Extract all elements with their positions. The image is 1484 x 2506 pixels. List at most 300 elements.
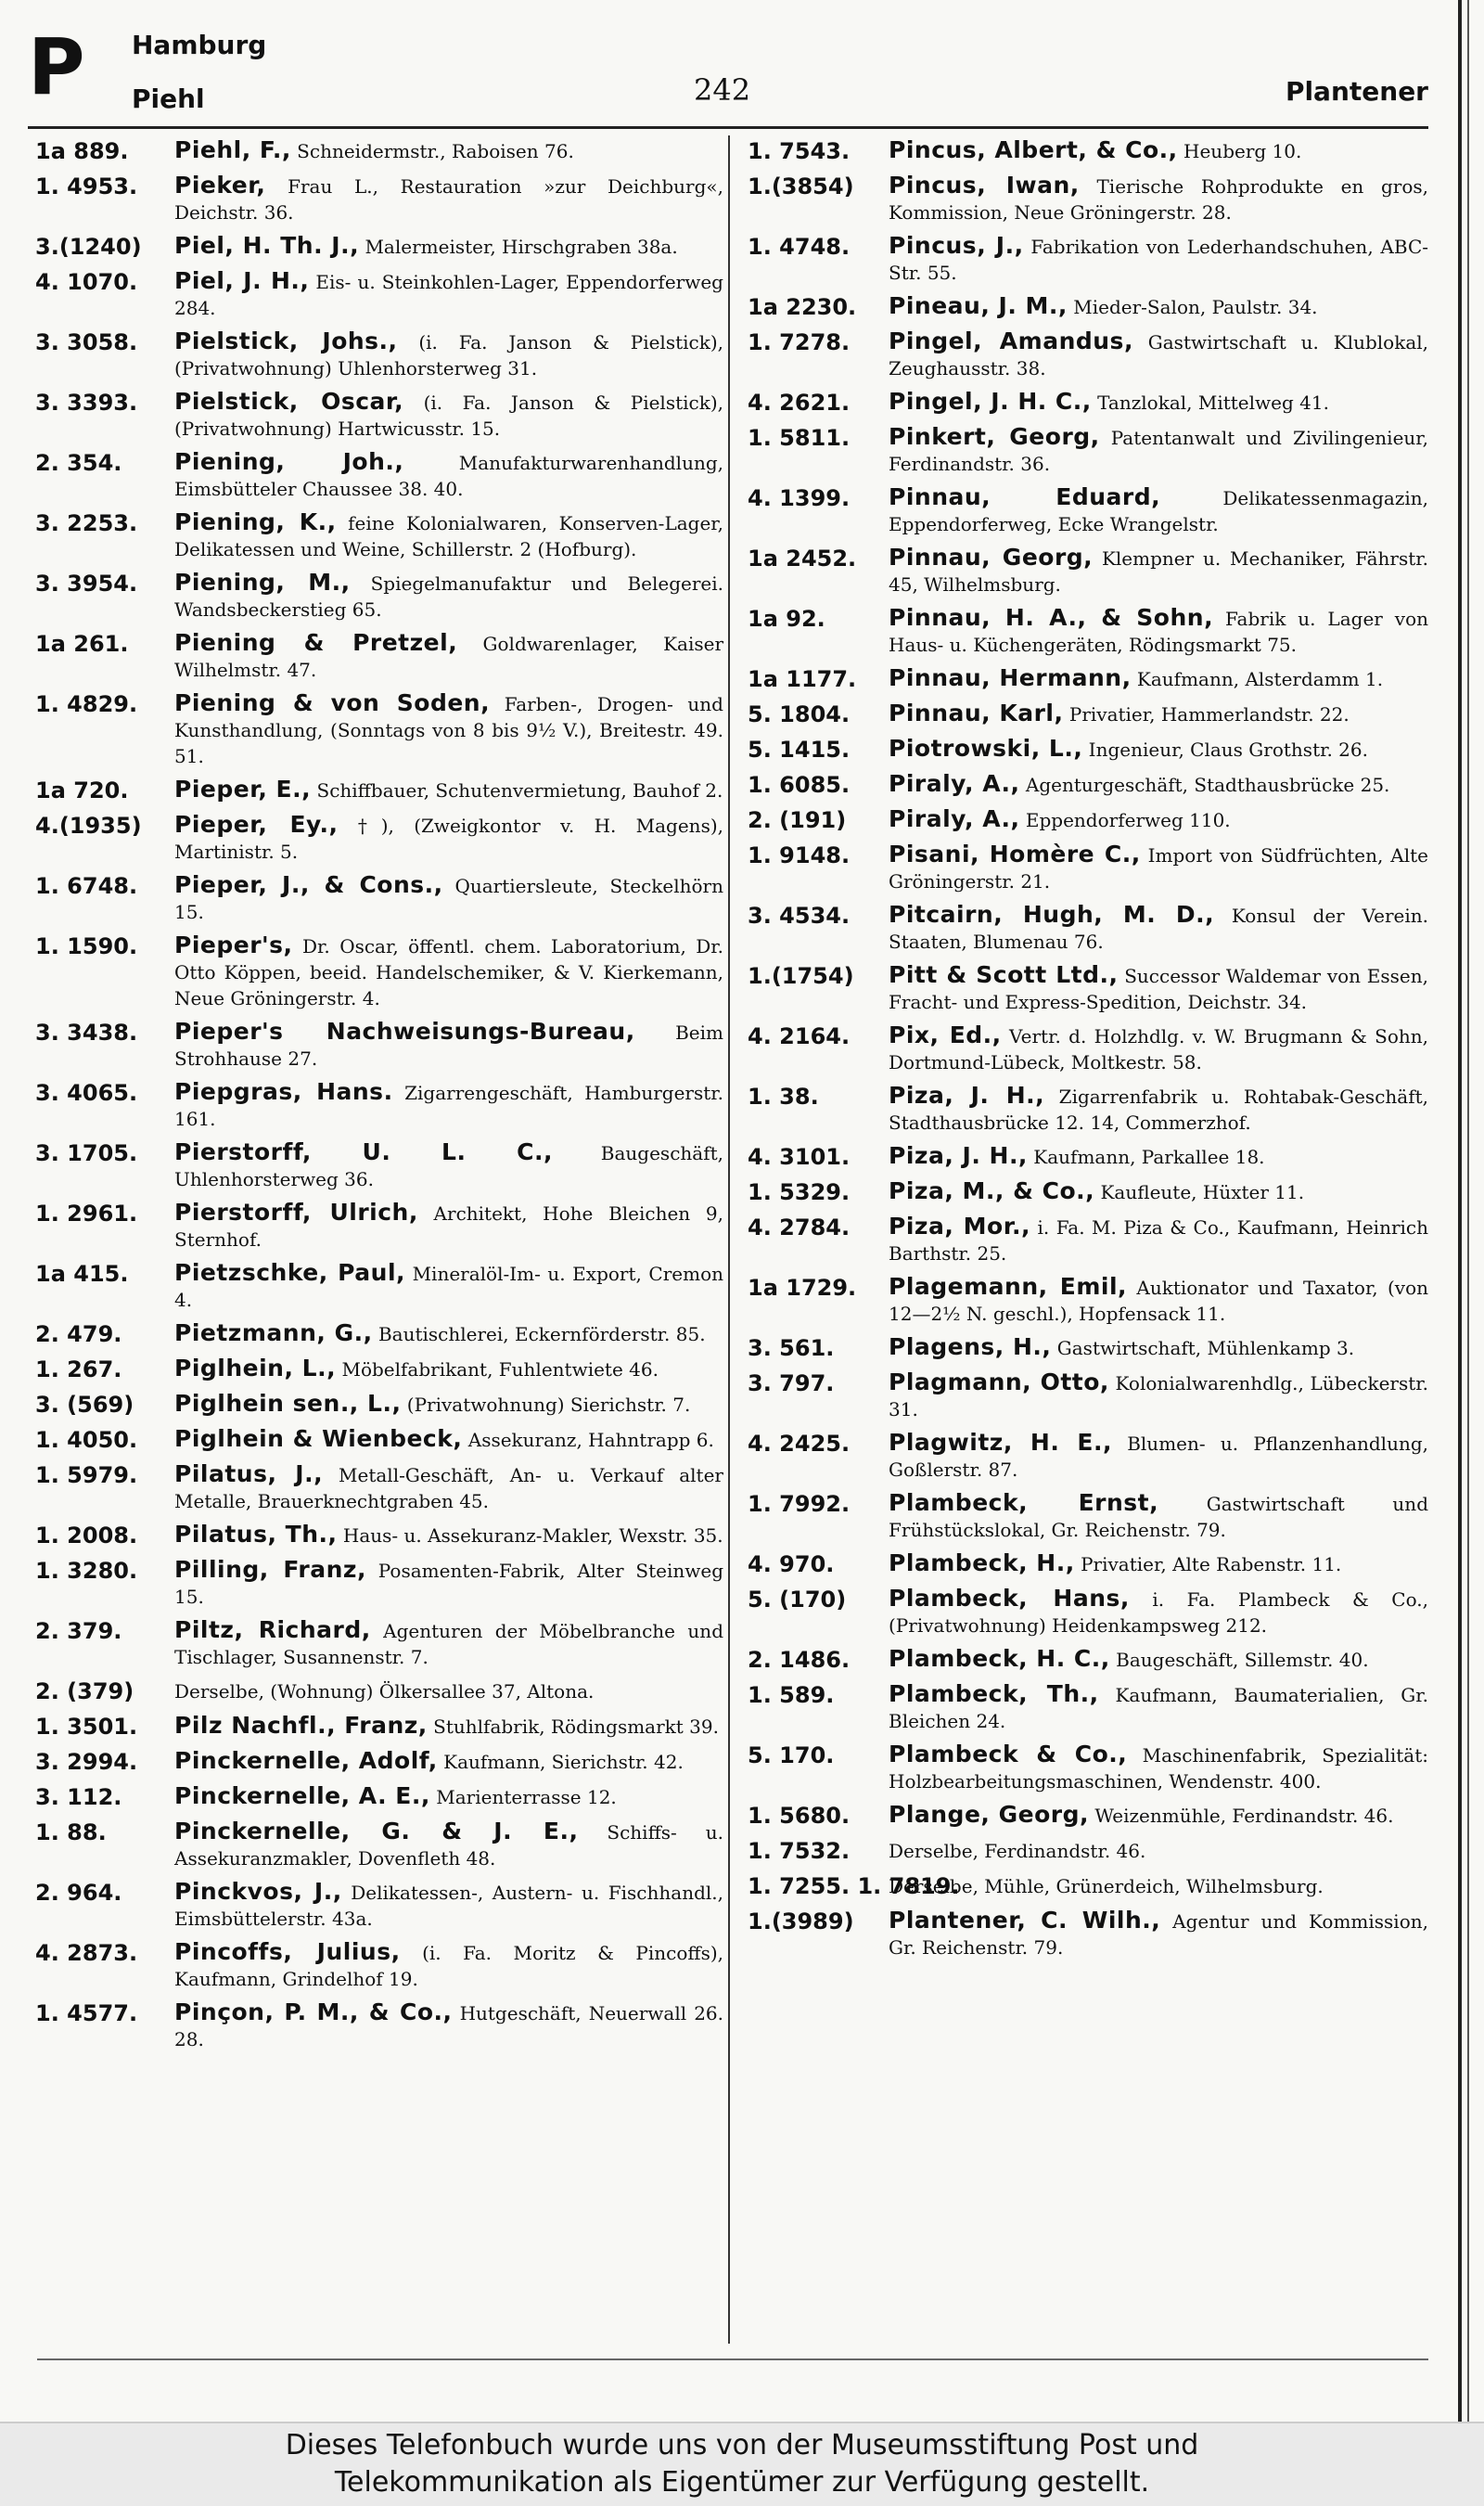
subscriber-details: Marienterrasse 12. bbox=[429, 1786, 617, 1808]
bottom-rule bbox=[37, 2358, 1428, 2360]
entry-text bbox=[889, 842, 1428, 894]
subscriber-name: Pieper's, bbox=[174, 932, 293, 958]
subscriber-name: Pincoffs, Julius, bbox=[174, 1938, 401, 1965]
subscriber-name: Pinnau, H. A., & Sohn, bbox=[889, 604, 1214, 631]
directory-entry bbox=[35, 233, 723, 261]
subscriber-details: Derselbe, Mühle, Grünerdeich, Wilhelmsburg. bbox=[889, 1875, 1324, 1897]
directory-entry bbox=[748, 1741, 1428, 1794]
subscriber-name: Pinkert, Georg, bbox=[889, 423, 1100, 450]
directory-entry bbox=[35, 777, 723, 804]
subscriber-name: Piglhein, L., bbox=[174, 1355, 337, 1382]
phone-number: 1. 589. bbox=[748, 1682, 835, 1708]
subscriber-details: Schiffs- u. Assekuranzmakler, Dovenfleth 48. bbox=[174, 1821, 723, 1870]
entry-text bbox=[889, 902, 1428, 955]
directory-entry bbox=[748, 806, 1428, 834]
subscriber-details: Kaufleute, Hüxter 11. bbox=[1094, 1181, 1305, 1203]
subscriber-details: Derselbe, Ferdinandstr. 46. bbox=[889, 1840, 1146, 1862]
subscriber-details: Tanzlokal, Mittelweg 41. bbox=[1091, 392, 1329, 414]
phone-number: 5. 1804. bbox=[748, 701, 851, 727]
entry-text bbox=[174, 1557, 723, 1610]
phone-number: 1. 7992. bbox=[748, 1491, 851, 1517]
entry-text bbox=[889, 233, 1428, 286]
directory-entry bbox=[35, 1139, 723, 1192]
entry-text bbox=[889, 1430, 1428, 1483]
subscriber-name: Piltz, Richard, bbox=[174, 1616, 371, 1643]
subscriber-name: Plange, Georg, bbox=[889, 1801, 1089, 1828]
directory-entry bbox=[35, 389, 723, 442]
directory-entry bbox=[35, 1818, 723, 1871]
entry-text bbox=[174, 1461, 723, 1514]
subscriber-details: Möbelfabrikant, Fuhlentwiete 46. bbox=[336, 1358, 659, 1381]
phone-number: 4.(1935) bbox=[35, 813, 142, 839]
phone-number: 1. 4748. bbox=[748, 234, 851, 260]
subscriber-name: Piening & von Soden, bbox=[174, 689, 491, 716]
footer-notice bbox=[0, 2422, 1484, 2506]
subscriber-name: Pietzschke, Paul, bbox=[174, 1259, 406, 1286]
entry-text bbox=[174, 1139, 723, 1192]
phone-number: 3. 3058. bbox=[35, 329, 138, 355]
entry-text bbox=[889, 545, 1428, 598]
entry-text bbox=[889, 605, 1428, 658]
subscriber-name: Pieper's Nachweisungs-Bureau, bbox=[174, 1018, 635, 1045]
entry-text bbox=[174, 1677, 723, 1704]
directory-entry bbox=[35, 509, 723, 562]
entry-text bbox=[889, 1802, 1428, 1829]
subscriber-details: †), (Zweigkontor v. H. Magens), Martinistr. 5. bbox=[174, 815, 723, 863]
directory-entry bbox=[35, 449, 723, 502]
subscriber-details: Import von Südfrüchten, Alte Gröningerstr. 21. bbox=[889, 844, 1428, 893]
subscriber-name: Pilz Nachfl., Franz, bbox=[174, 1712, 428, 1739]
entry-text bbox=[174, 449, 723, 502]
directory-entry bbox=[35, 690, 723, 769]
entry-text bbox=[889, 328, 1428, 381]
subscriber-name: Piel, J. H., bbox=[174, 267, 310, 294]
subscriber-details: Hutgeschäft, Neuerwall 26. 28. bbox=[174, 2002, 723, 2050]
directory-entry bbox=[748, 1872, 1428, 1900]
directory-entry bbox=[35, 1079, 723, 1132]
entry-text bbox=[174, 812, 723, 865]
phone-number: 1. 88. bbox=[35, 1819, 107, 1845]
subscriber-name: Pinckernelle, G. & J. E., bbox=[174, 1818, 579, 1844]
directory-entry bbox=[35, 173, 723, 225]
subscriber-name: Pineau, J. M., bbox=[889, 292, 1068, 319]
subscriber-name: Pinckernelle, Adolf, bbox=[174, 1747, 438, 1774]
phone-number: 1. 7278. bbox=[748, 329, 851, 355]
subscriber-name: Piglhein sen., L., bbox=[174, 1390, 402, 1417]
left-column bbox=[35, 137, 723, 2060]
directory-entry bbox=[35, 1391, 723, 1419]
directory-entry bbox=[748, 700, 1428, 728]
phone-number: 4. 1070. bbox=[35, 269, 138, 295]
phone-number: 1. 5680. bbox=[748, 1803, 851, 1829]
subscriber-name: Pinnau, Eduard, bbox=[889, 483, 1161, 510]
page-header bbox=[28, 21, 1428, 126]
subscriber-details: Klempner u. Mechaniker, Fährstr. 45, Wilhelmsburg. bbox=[889, 547, 1428, 596]
directory-entry bbox=[35, 1320, 723, 1348]
subscriber-details: (i. Fa. Janson & Pielstick), (Privatwohnung) Hartwicusstr. 15. bbox=[174, 392, 723, 440]
subscriber-details: Baugeschäft, Uhlenhorsterweg 36. bbox=[174, 1142, 723, 1190]
directory-entry bbox=[748, 1646, 1428, 1674]
phone-number: 1.(3989) bbox=[748, 1908, 854, 1934]
subscriber-name: Piening & Pretzel, bbox=[174, 629, 458, 656]
phone-number: 3. 4534. bbox=[748, 903, 851, 929]
page-edge-rule-inner bbox=[1467, 0, 1469, 2422]
entry-text bbox=[889, 424, 1428, 477]
subscriber-name: Pielstick, Johs., bbox=[174, 328, 398, 354]
entry-text bbox=[889, 1908, 1428, 1960]
subscriber-details: Ingenieur, Claus Grothstr. 26. bbox=[1082, 739, 1368, 761]
entry-text bbox=[889, 1586, 1428, 1639]
entry-text bbox=[174, 630, 723, 683]
directory-entry bbox=[748, 1802, 1428, 1830]
subscriber-name: Pierstorff, Ulrich, bbox=[174, 1199, 418, 1226]
subscriber-name: Pingel, J. H. C., bbox=[889, 388, 1092, 415]
footer-line-2: Telekommunikation als Eigentümer zur Verfügung gestellt. bbox=[334, 2466, 1150, 2499]
footer-line-1: Dieses Telefonbuch wurde uns von der Museumsstiftung Post und bbox=[285, 2429, 1199, 2461]
directory-entry bbox=[748, 605, 1428, 658]
entry-text bbox=[174, 1356, 723, 1382]
phone-number: 1. 3501. bbox=[35, 1714, 138, 1740]
directory-entry bbox=[35, 1522, 723, 1549]
directory-entry bbox=[35, 1557, 723, 1610]
subscriber-name: Plagwitz, H. E., bbox=[889, 1429, 1112, 1456]
subscriber-name: Piraly, A., bbox=[889, 770, 1020, 797]
subscriber-details: Kaufmann, Baumaterialien, Gr. Bleichen 24. bbox=[889, 1684, 1429, 1732]
directory-entry bbox=[748, 962, 1428, 1015]
directory-entry bbox=[748, 1586, 1428, 1639]
directory-entry bbox=[748, 1837, 1428, 1865]
subscriber-details: Quartiersleute, Steckelhörn 15. bbox=[174, 875, 723, 923]
subscriber-name: Piza, Mor., bbox=[889, 1213, 1030, 1240]
subscriber-name: Piening, Joh., bbox=[174, 448, 404, 475]
phone-number: 2. 1486. bbox=[748, 1647, 851, 1673]
phone-number: 1. 4953. bbox=[35, 173, 138, 199]
subscriber-details: Haus- u. Assekuranz-Makler, Wexstr. 35. bbox=[337, 1524, 723, 1547]
phone-number: 1a 1729. bbox=[748, 1275, 857, 1301]
subscriber-name: Pilatus, J., bbox=[174, 1460, 324, 1487]
directory-entry bbox=[748, 1274, 1428, 1327]
phone-number: 5. 1415. bbox=[748, 737, 851, 763]
entry-text bbox=[889, 173, 1428, 225]
directory-entry bbox=[748, 1369, 1428, 1422]
entry-text bbox=[174, 328, 723, 381]
subscriber-details: feine Kolonialwaren, Konserven-Lager, Delikatessen und Weine, Schillerstr. 2 (Hofburg). bbox=[174, 512, 724, 560]
subscriber-name: Piening, K., bbox=[174, 508, 337, 535]
subscriber-name: Plambeck, Th., bbox=[889, 1680, 1099, 1707]
subscriber-name: Pieker, bbox=[174, 172, 266, 199]
subscriber-details: Zigarrengeschäft, Hamburgerstr. 161. bbox=[174, 1082, 724, 1130]
phone-number: 1. 4577. bbox=[35, 2000, 138, 2026]
directory-entry bbox=[748, 1022, 1428, 1075]
entry-text bbox=[174, 173, 723, 225]
directory-entry bbox=[748, 1430, 1428, 1483]
subscriber-details: Vertr. d. Holzhdlg. v. W. Brugmann & Sohn, Dortmund-Lübeck, Moltkestr. 58. bbox=[889, 1025, 1428, 1073]
entry-text bbox=[174, 1079, 723, 1132]
subscriber-name: Piza, J. H., bbox=[889, 1082, 1045, 1109]
directory-entry bbox=[35, 1939, 723, 1992]
subscriber-name: Plambeck, H. C., bbox=[889, 1645, 1110, 1672]
entry-text bbox=[889, 484, 1428, 537]
subscriber-details: Agentur und Kommission, Gr. Reichenstr. 79. bbox=[889, 1910, 1428, 1959]
entry-text bbox=[889, 1214, 1428, 1266]
subscriber-name: Pinckernelle, A. E., bbox=[174, 1782, 430, 1809]
entry-text bbox=[889, 1178, 1428, 1205]
entry-text bbox=[174, 1818, 723, 1871]
directory-entry bbox=[35, 328, 723, 381]
subscriber-name: Pinckvos, J., bbox=[174, 1878, 342, 1905]
phone-number: 1. 5329. bbox=[748, 1179, 851, 1205]
phone-number: 1. 38. bbox=[748, 1084, 819, 1110]
subscriber-details: Mineralöl-Im- u. Export, Cremon 4. bbox=[174, 1263, 723, 1311]
phone-number: 3. 3954. bbox=[35, 571, 138, 597]
column-divider bbox=[728, 135, 730, 2344]
subscriber-details: Agenturgeschäft, Stadthausbrücke 25. bbox=[1019, 774, 1390, 796]
entry-text bbox=[889, 1550, 1428, 1577]
entry-text bbox=[174, 1200, 723, 1253]
subscriber-details: Schneidermstr., Raboisen 76. bbox=[290, 140, 574, 162]
directory-entry bbox=[748, 665, 1428, 693]
subscriber-details: Eppendorferweg 110. bbox=[1019, 809, 1231, 831]
subscriber-details: Farben-, Drogen- und Kunsthandlung, (Sonntags von 8 bis 9½ V.), Breitestr. 49. 51. bbox=[174, 693, 723, 767]
entry-text bbox=[174, 872, 723, 925]
subscriber-name: Plambeck, Ernst, bbox=[889, 1489, 1159, 1516]
directory-entry bbox=[748, 328, 1428, 381]
phone-number: 3. 2253. bbox=[35, 510, 138, 536]
entry-text bbox=[889, 700, 1428, 727]
directory-entry bbox=[748, 233, 1428, 286]
subscriber-details: Derselbe, (Wohnung) Ölkersallee 37, Altona. bbox=[174, 1680, 595, 1703]
entry-text bbox=[889, 1490, 1428, 1543]
entry-text bbox=[889, 1143, 1428, 1170]
subscriber-name: Piehl, F., bbox=[174, 136, 291, 163]
subscriber-details: Bautischlerei, Eckernförderstr. 85. bbox=[372, 1323, 706, 1345]
subscriber-details: Konsul der Verein. Staaten, Blumenau 76. bbox=[889, 905, 1428, 953]
entry-text bbox=[174, 509, 723, 562]
subscriber-name: Piza, M., & Co., bbox=[889, 1177, 1095, 1204]
phone-number: 4. 3101. bbox=[748, 1144, 851, 1170]
entry-text bbox=[889, 1083, 1428, 1136]
entry-text bbox=[889, 962, 1428, 1015]
entry-text bbox=[174, 1320, 723, 1347]
phone-number: 1. 7255. 1. 7819. bbox=[748, 1873, 960, 1899]
subscriber-details: Fabrikation von Lederhandschuhen, ABC-Str. 55. bbox=[889, 236, 1429, 284]
subscriber-details: Kaufmann, Parkallee 18. bbox=[1027, 1146, 1265, 1168]
directory-entry bbox=[35, 1461, 723, 1514]
subscriber-details: Fabrik u. Lager von Haus- u. Küchengeräten, Rödingsmarkt 75. bbox=[889, 608, 1428, 656]
phone-number: 1. 5811. bbox=[748, 425, 851, 451]
subscriber-details: Metall-Geschäft, An- u. Verkauf alter Metalle, Brauerknechtgraben 45. bbox=[174, 1464, 723, 1512]
subscriber-details: (i. Fa. Moritz & Pincoffs), Kaufmann, Grindelhof 19. bbox=[174, 1942, 723, 1990]
phone-number: 4. 2784. bbox=[748, 1214, 851, 1240]
subscriber-details: Mieder-Salon, Paulstr. 34. bbox=[1067, 296, 1318, 318]
phone-number: 1. 4050. bbox=[35, 1427, 138, 1453]
entry-text bbox=[889, 1646, 1428, 1673]
phone-number: 1.(3854) bbox=[748, 173, 854, 199]
directory-entry bbox=[35, 1617, 723, 1670]
phone-number: 3. 3393. bbox=[35, 390, 138, 416]
section-letter: P bbox=[28, 21, 85, 112]
phone-number: 2. (191) bbox=[748, 807, 847, 833]
directory-entry bbox=[748, 1908, 1428, 1960]
phone-number: 1. 5979. bbox=[35, 1462, 138, 1488]
phone-number: 3. 4065. bbox=[35, 1080, 138, 1106]
subscriber-name: Pieper, E., bbox=[174, 776, 312, 803]
subscriber-name: Piza, J. H., bbox=[889, 1142, 1028, 1169]
subscriber-name: Pincus, Iwan, bbox=[889, 172, 1080, 199]
entry-text bbox=[174, 1260, 723, 1313]
entry-text bbox=[174, 1748, 723, 1775]
subscriber-name: Plantener, C. Wilh., bbox=[889, 1907, 1161, 1934]
subscriber-name: Plambeck, H., bbox=[889, 1549, 1075, 1576]
directory-entry bbox=[35, 932, 723, 1011]
subscriber-name: Pisani, Homère C., bbox=[889, 841, 1141, 867]
phone-number: 1a 92. bbox=[748, 606, 825, 632]
page-number: 242 bbox=[694, 72, 751, 108]
phone-number: 2. 379. bbox=[35, 1618, 122, 1644]
subscriber-details: Auktionator und Taxator, (von 12—2½ N. geschl.), Hopfensack 11. bbox=[889, 1277, 1429, 1325]
subscriber-name: Plagens, H., bbox=[889, 1333, 1052, 1360]
directory-entry bbox=[748, 1681, 1428, 1734]
phone-number: 1. 7532. bbox=[748, 1838, 851, 1864]
subscriber-details: Manufakturwarenhandlung, Eimsbütteler Chaussee 38. 40. bbox=[174, 452, 723, 500]
phone-number: 2. 964. bbox=[35, 1880, 122, 1906]
entry-text bbox=[174, 1019, 723, 1072]
subscriber-details: Kaufmann, Alsterdamm 1. bbox=[1131, 668, 1384, 690]
phone-number: 1. 4829. bbox=[35, 691, 138, 717]
subscriber-name: Pitt & Scott Ltd., bbox=[889, 961, 1119, 988]
header-first-entry: Piehl bbox=[132, 84, 205, 114]
phone-number: 3. 3438. bbox=[35, 1020, 138, 1046]
entry-text bbox=[174, 389, 723, 442]
entry-text bbox=[174, 777, 723, 803]
phone-number: 1. 3280. bbox=[35, 1558, 138, 1584]
directory-entry bbox=[748, 1550, 1428, 1578]
directory-entry bbox=[35, 1783, 723, 1811]
phone-number: 1.(1754) bbox=[748, 963, 854, 989]
subscriber-details: Zigarrenfabrik u. Rohtabak-Geschäft, Stadthausbrücke 12. 14, Commerzhof. bbox=[889, 1086, 1428, 1134]
entry-text bbox=[174, 1879, 723, 1932]
phone-number: 1. 2961. bbox=[35, 1201, 138, 1227]
phone-number: 4. 1399. bbox=[748, 485, 851, 511]
phone-number: 5. 170. bbox=[748, 1742, 835, 1768]
phone-number: 4. 2164. bbox=[748, 1023, 851, 1049]
directory-entry bbox=[35, 812, 723, 865]
directory-entry bbox=[748, 173, 1428, 225]
subscriber-name: Pingel, Amandus, bbox=[889, 328, 1133, 354]
subscriber-details: i. Fa. M. Piza & Co., Kaufmann, Heinrich Barthstr. 25. bbox=[889, 1216, 1429, 1265]
entry-text bbox=[889, 736, 1428, 763]
subscriber-details: Assekuranz, Hahntrapp 6. bbox=[462, 1429, 714, 1451]
phone-number: 1. 1590. bbox=[35, 933, 138, 959]
subscriber-name: Pix, Ed., bbox=[889, 1022, 1002, 1048]
subscriber-details: i. Fa. Plambeck & Co., (Privatwohnung) Heidenkampsweg 212. bbox=[889, 1588, 1428, 1637]
phone-number: 1. 267. bbox=[35, 1356, 122, 1382]
subscriber-name: Plagemann, Emil, bbox=[889, 1273, 1128, 1300]
subscriber-name: Pinnau, Hermann, bbox=[889, 664, 1132, 691]
phone-number: 1. 7543. bbox=[748, 138, 851, 164]
subscriber-details: Dr. Oscar, öffentl. chem. Laboratorium, Dr. Otto Köppen, beeid. Handelschemiker, & V. Kierkemann, Neue Gröningerstr. 4. bbox=[174, 935, 723, 1009]
directory-entry bbox=[748, 1214, 1428, 1266]
entry-text bbox=[889, 771, 1428, 798]
subscriber-details: Privatier, Hammerlandstr. 22. bbox=[1063, 703, 1350, 726]
directory-entry bbox=[35, 1356, 723, 1383]
subscriber-name: Pinnau, Georg, bbox=[889, 544, 1094, 571]
phone-number: 1a 261. bbox=[35, 631, 129, 657]
entry-text bbox=[174, 1713, 723, 1740]
directory-entry bbox=[748, 736, 1428, 764]
directory-entry bbox=[748, 545, 1428, 598]
subscriber-details: Frau L., Restauration »zur Deichburg«, Deichstr. 36. bbox=[174, 175, 723, 224]
header-city: Hamburg bbox=[132, 30, 267, 60]
directory-entry bbox=[748, 1490, 1428, 1543]
phone-number: 1. 2008. bbox=[35, 1523, 138, 1549]
directory-entry bbox=[35, 1260, 723, 1313]
entry-text bbox=[889, 137, 1428, 164]
subscriber-name: Piel, H. Th. J., bbox=[174, 232, 360, 259]
phone-number: 5. (170) bbox=[748, 1587, 847, 1613]
entry-text bbox=[174, 1391, 723, 1418]
subscriber-details: Delikatessenmagazin, Eppendorferweg, Ecke Wrangelstr. bbox=[889, 487, 1428, 535]
entry-text bbox=[174, 268, 723, 321]
subscriber-name: Pilatus, Th., bbox=[174, 1521, 338, 1548]
entry-text bbox=[889, 389, 1428, 416]
phone-number: 4. 970. bbox=[748, 1551, 835, 1577]
entry-text bbox=[174, 233, 723, 260]
entry-text bbox=[889, 1741, 1428, 1794]
entry-text bbox=[889, 1369, 1428, 1422]
subscriber-details: Goldwarenlager, Kaiser Wilhelmstr. 47. bbox=[174, 633, 724, 681]
subscriber-details: Kolonialwarenhdlg., Lübeckerstr. 31. bbox=[889, 1372, 1429, 1420]
phone-number: 3. 2994. bbox=[35, 1749, 138, 1775]
subscriber-name: Pieper, J., & Cons., bbox=[174, 871, 443, 898]
entry-text bbox=[174, 570, 723, 623]
directory-entry bbox=[35, 268, 723, 321]
entry-text bbox=[174, 690, 723, 769]
phone-number: 3. 112. bbox=[35, 1784, 122, 1810]
subscriber-details: Beim Strohhause 27. bbox=[174, 1022, 723, 1070]
directory-entry bbox=[748, 293, 1428, 321]
phone-number: 2. 479. bbox=[35, 1321, 122, 1347]
subscriber-details: Weizenmühle, Ferdinandstr. 46. bbox=[1088, 1805, 1394, 1827]
directory-entry bbox=[748, 902, 1428, 955]
subscriber-name: Piraly, A., bbox=[889, 805, 1020, 832]
subscriber-details: Schiffbauer, Schutenvermietung, Bauhof 2. bbox=[311, 779, 723, 802]
phone-number: 4. 2621. bbox=[748, 390, 851, 416]
directory-entry bbox=[748, 771, 1428, 799]
subscriber-name: Pincus, J., bbox=[889, 232, 1024, 259]
subscriber-details: Delikatessen-, Austern- u. Fischhandl., Eimsbüttelerstr. 43a. bbox=[174, 1882, 723, 1930]
entry-text bbox=[174, 1999, 723, 2052]
subscriber-name: Pielstick, Oscar, bbox=[174, 388, 404, 415]
subscriber-name: Piepgras, Hans. bbox=[174, 1078, 393, 1105]
subscriber-name: Pietzmann, G., bbox=[174, 1319, 373, 1346]
subscriber-name: Pitcairn, Hugh, M. D., bbox=[889, 901, 1215, 928]
phone-number: 1a 1177. bbox=[748, 666, 857, 692]
entry-text bbox=[174, 1522, 723, 1549]
directory-entry bbox=[748, 137, 1428, 165]
directory-entry bbox=[748, 1143, 1428, 1171]
phone-number: 3. (569) bbox=[35, 1392, 134, 1418]
phone-number: 3. 797. bbox=[748, 1370, 835, 1396]
subscriber-name: Piening, M., bbox=[174, 569, 351, 596]
phone-number: 3.(1240) bbox=[35, 234, 142, 260]
directory-entry bbox=[748, 1083, 1428, 1136]
directory-entry bbox=[748, 1334, 1428, 1362]
subscriber-details: Privatier, Alte Rabenstr. 11. bbox=[1074, 1553, 1342, 1575]
header-rule bbox=[28, 126, 1428, 129]
subscriber-name: Pinçon, P. M., & Co., bbox=[174, 1998, 453, 2025]
directory-entry bbox=[35, 137, 723, 165]
